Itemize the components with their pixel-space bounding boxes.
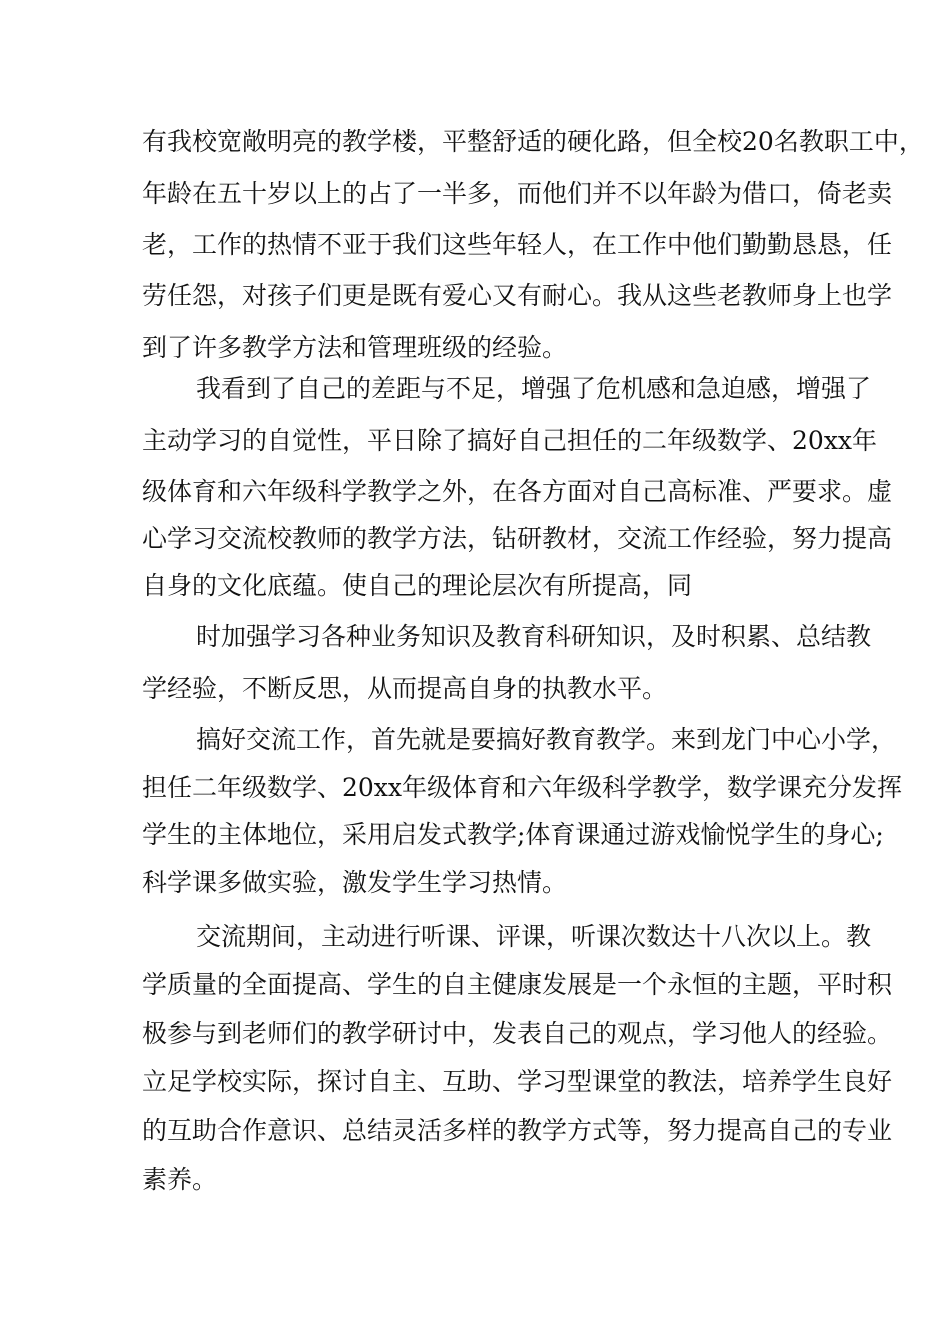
text-line-21: 的互助合作意识、总结灵活多样的教学方式等，努力提高自己的专业 bbox=[142, 1116, 893, 1145]
text-line-15: 学生的主体地位，采用启发式教学;体育课通过游戏愉悦学生的身心; bbox=[142, 820, 884, 849]
text-line-1: 有我校宽敞明亮的教学楼，平整舒适的硬化路，但全校20名教职工中， bbox=[142, 127, 924, 156]
text-line-6: 我看到了自己的差距与不足，增强了危机感和急迫感，增强了 bbox=[196, 374, 872, 403]
text-line-5: 到了许多教学方法和管理班级的经验。 bbox=[142, 333, 568, 362]
text-line-18: 学质量的全面提高、学生的自主健康发展是一个永恒的主题，平时积 bbox=[142, 970, 893, 999]
text-line-20: 立足学校实际，探讨自主、互助、学习型课堂的教法，培养学生良好 bbox=[142, 1067, 893, 1096]
text-line-19: 极参与到老师们的教学研讨中，发表自己的观点，学习他人的经验。 bbox=[142, 1019, 893, 1048]
text-line-22: 素养。 bbox=[142, 1165, 218, 1194]
text-line-13: 搞好交流工作，首先就是要搞好教育教学。来到龙门中心小学， bbox=[196, 725, 897, 754]
text-line-3: 老，工作的热情不亚于我们这些年轻人，在工作中他们勤勤恳恳，任 bbox=[142, 230, 893, 259]
text-line-17: 交流期间，主动进行听课、评课，听课次数达十八次以上。教 bbox=[196, 922, 872, 951]
text-line-11: 时加强学习各种业务知识及教育科研知识，及时积累、总结教 bbox=[196, 622, 872, 651]
text-line-14: 担任二年级数学、20xx年级体育和六年级科学教学，数学课充分发挥 bbox=[142, 773, 903, 802]
text-line-16: 科学课多做实验，激发学生学习热情。 bbox=[142, 868, 568, 897]
text-line-4: 劳任怨，对孩子们更是既有爱心又有耐心。我从这些老教师身上也学 bbox=[142, 281, 893, 310]
text-line-10: 自身的文化底蕴。使自己的理论层次有所提高，同 bbox=[142, 571, 693, 600]
text-line-9: 心学习交流校教师的教学方法，钻研教材，交流工作经验，努力提高 bbox=[142, 524, 893, 553]
text-line-7: 主动学习的自觉性，平日除了搞好自己担任的二年级数学、20xx年 bbox=[142, 426, 878, 455]
text-line-2: 年龄在五十岁以上的占了一半多，而他们并不以年龄为借口，倚老卖 bbox=[142, 179, 893, 208]
text-line-12: 学经验，不断反思，从而提高自身的执教水平。 bbox=[142, 674, 668, 703]
text-line-8: 级体育和六年级科学教学之外，在各方面对自己高标准、严要求。虚 bbox=[142, 477, 893, 506]
